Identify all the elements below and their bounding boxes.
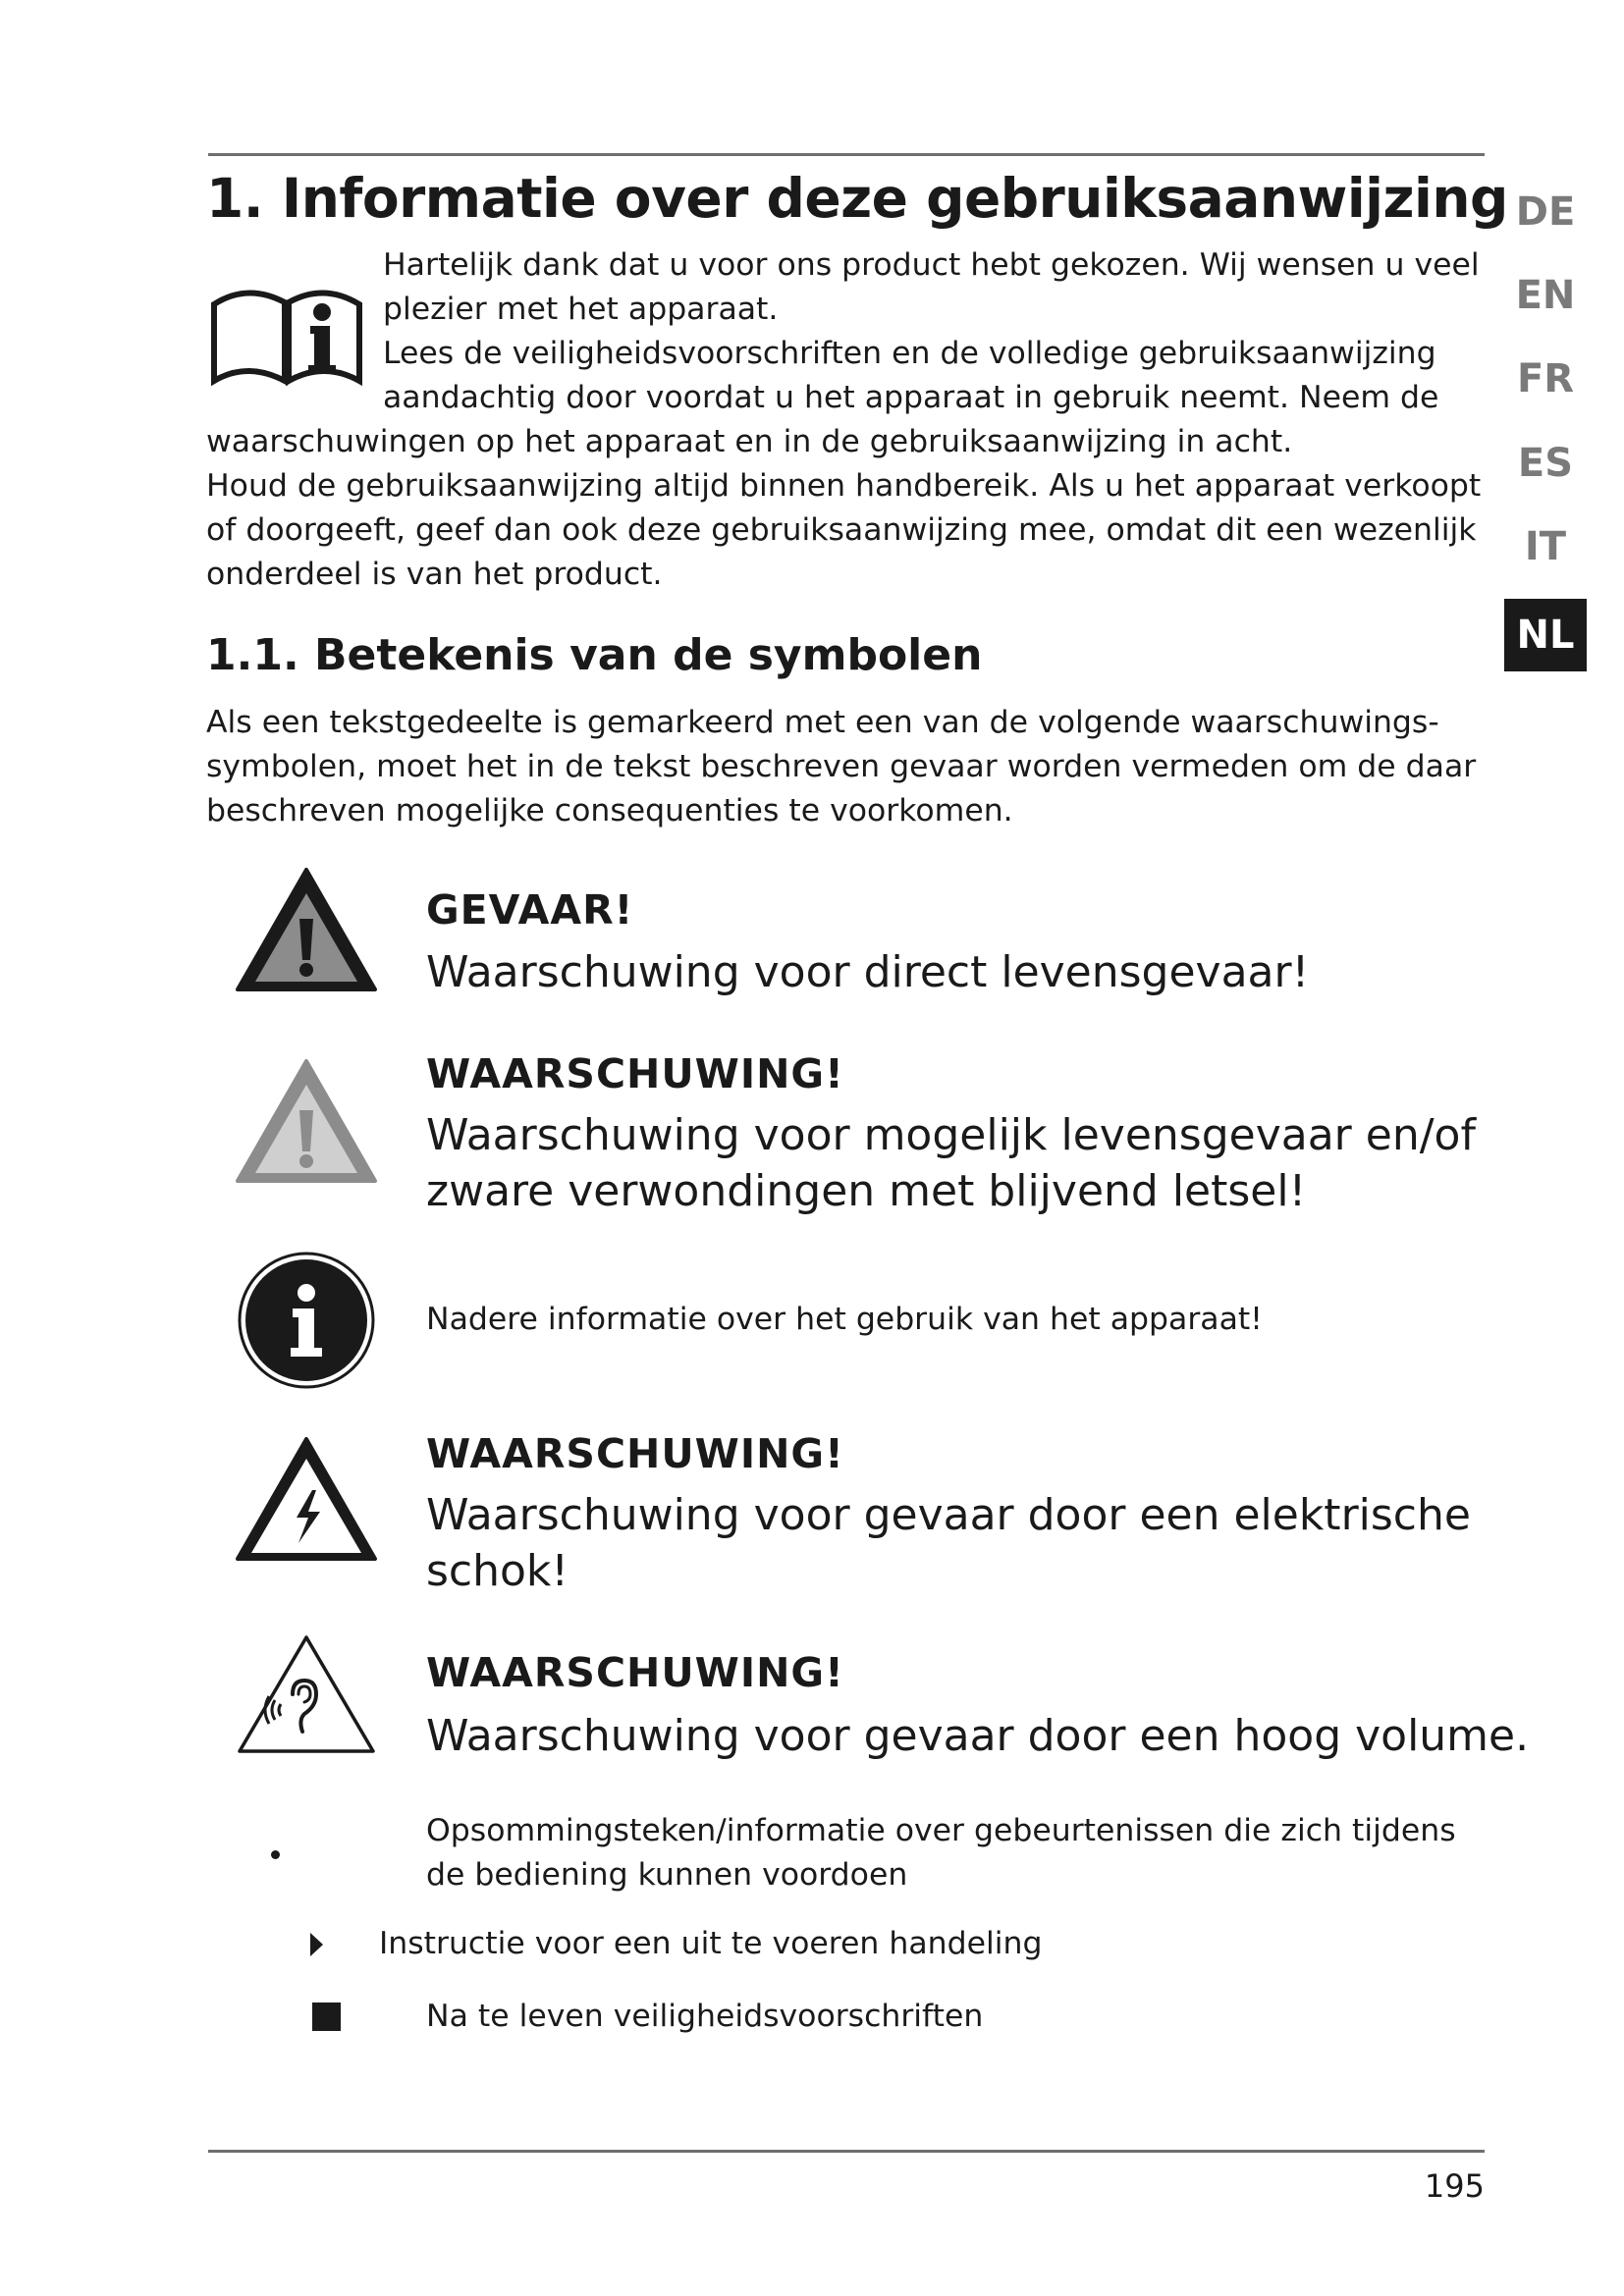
symbols-intro-line: Als een tekstgedeelte is gemarkeerd met een van de volgende waarschuwings- bbox=[206, 705, 1439, 740]
info-circle-icon bbox=[234, 1252, 379, 1389]
safety-text: Na te leven veiligheidsvoorschriften bbox=[426, 1999, 984, 2034]
bottom-rule bbox=[208, 2150, 1485, 2153]
volume-warning-description bbox=[426, 1708, 1529, 1764]
lang-tab-nl[interactable]: NL bbox=[1504, 599, 1587, 671]
electric-warning-description bbox=[426, 1487, 1471, 1599]
electric-description-line: schok! bbox=[426, 1546, 569, 1596]
bullet-description bbox=[426, 1809, 1456, 1897]
electric-description-line: Waarschuwing voor gevaar door een elektrische bbox=[426, 1490, 1471, 1540]
electric-warning-label: WAARSCHUWING! bbox=[426, 1430, 844, 1477]
electric-shock-icon bbox=[234, 1433, 379, 1571]
lang-tab-it[interactable]: IT bbox=[1524, 524, 1567, 569]
warning-description-line: Waarschuwing voor mogelijk levensgevaar en/of bbox=[426, 1110, 1476, 1160]
intro-line: of doorgeeft, geef dan ook deze gebruiksaanwijzing mee, omdat dit een wezenlijk bbox=[206, 512, 1477, 548]
page-number: 195 bbox=[1424, 2167, 1485, 2205]
warning-label: WAARSCHUWING! bbox=[426, 1050, 844, 1097]
arrow-right-icon bbox=[310, 1933, 323, 1956]
intro-line: onderdeel is van het product. bbox=[206, 557, 663, 592]
intro-paragraph-2 bbox=[206, 420, 1481, 597]
danger-triangle-icon bbox=[234, 864, 379, 1001]
intro-line: plezier met het apparaat. bbox=[383, 292, 779, 327]
intro-line: Lees de veiligheidsvoorschriften en de volledige gebruiksaanwijzing bbox=[383, 336, 1436, 371]
warning-description bbox=[426, 1107, 1476, 1219]
symbols-intro-line: beschreven mogelijke consequenties te voorkomen. bbox=[206, 793, 1013, 828]
intro-paragraph-1 bbox=[383, 243, 1480, 420]
bullet-dot-icon bbox=[271, 1850, 280, 1859]
lang-tab-fr[interactable]: FR bbox=[1516, 356, 1575, 401]
symbols-intro-line: symbolen, moet het in de tekst beschreven gevaar worden vermeden om de daar bbox=[206, 749, 1477, 784]
lang-tab-en[interactable]: EN bbox=[1515, 273, 1576, 318]
square-bullet-icon bbox=[312, 2002, 341, 2031]
hearing-volume-icon bbox=[234, 1629, 379, 1767]
section-title: 1.1. Betekenis van de symbolen bbox=[206, 630, 983, 680]
intro-line: waarschuwingen op het apparaat en in de gebruiksaanwijzing in acht. bbox=[206, 424, 1293, 459]
bullet-description-line: Opsommingsteken/informatie over gebeurtenissen die zich tijdens bbox=[426, 1813, 1456, 1848]
intro-line: Houd de gebruiksaanwijzing altijd binnen handbereik. Als u het apparaat verkoopt bbox=[206, 468, 1482, 504]
danger-description-line: Waarschuwing voor direct levensgevaar! bbox=[426, 947, 1310, 997]
bullet-description-line: de bediening kunnen voordoen bbox=[426, 1857, 908, 1893]
danger-description bbox=[426, 944, 1309, 1000]
manual-info-icon bbox=[208, 275, 365, 388]
lang-tab-es[interactable]: ES bbox=[1517, 441, 1574, 486]
top-rule bbox=[208, 153, 1485, 156]
volume-description-line: Waarschuwing voor gevaar door een hoog volume. bbox=[426, 1711, 1530, 1761]
instruction-text: Instructie voor een uit te voeren handeling bbox=[379, 1926, 1043, 1961]
info-text: Nadere informatie over het gebruik van het apparaat! bbox=[426, 1302, 1263, 1337]
warning-description-line: zware verwondingen met blijvend letsel! bbox=[426, 1166, 1307, 1216]
warning-triangle-icon bbox=[234, 1055, 379, 1193]
symbols-intro bbox=[206, 701, 1476, 833]
danger-label: GEVAAR! bbox=[426, 886, 634, 934]
intro-line: aandachtig door voordat u het apparaat in gebruik neemt. Neem de bbox=[383, 380, 1439, 415]
volume-warning-label: WAARSCHUWING! bbox=[426, 1649, 844, 1696]
intro-line: Hartelijk dank dat u voor ons product hebt gekozen. Wij wensen u veel bbox=[383, 247, 1480, 283]
lang-tab-de[interactable]: DE bbox=[1515, 189, 1576, 235]
page-title: 1. Informatie over deze gebruiksaanwijzing bbox=[206, 167, 1508, 230]
